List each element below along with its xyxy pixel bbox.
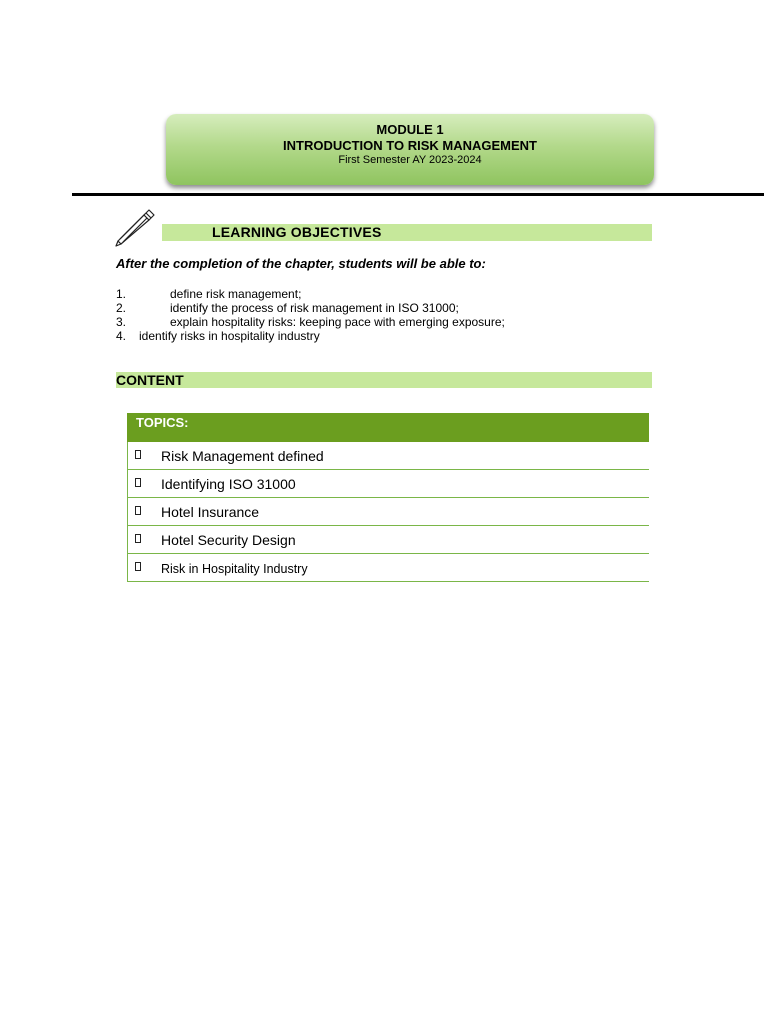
header-divider <box>72 193 764 196</box>
square-bullet-icon <box>135 534 141 543</box>
pencil-icon <box>114 205 158 247</box>
objective-text: identify risks in hospitality industry <box>139 329 320 343</box>
square-bullet-icon <box>135 562 141 571</box>
topic-label: Risk in Hospitality Industry <box>161 562 308 576</box>
semester-label: First Semester AY 2023-2024 <box>338 154 482 166</box>
topics-table <box>127 413 649 582</box>
topic-label: Hotel Insurance <box>161 504 260 520</box>
topic-label: Risk Management defined <box>161 448 324 464</box>
square-bullet-icon <box>135 450 141 459</box>
learning-objectives-bar <box>162 224 652 241</box>
objective-number: 4. <box>116 329 127 343</box>
topic-row <box>127 526 649 554</box>
topic-row <box>127 442 649 470</box>
module-number: MODULE 1 <box>376 122 444 137</box>
topic-row <box>127 498 649 526</box>
objectives-intro: After the completion of the chapter, students will be able to: <box>116 256 486 271</box>
square-bullet-icon <box>135 478 141 487</box>
objective-number: 1. <box>116 287 127 301</box>
learning-objectives-heading: LEARNING OBJECTIVES <box>212 224 382 240</box>
square-bullet-icon <box>135 506 141 515</box>
module-title: INTRODUCTION TO RISK MANAGEMENT <box>283 138 537 153</box>
topic-row <box>127 470 649 498</box>
content-bar <box>116 372 652 388</box>
topic-label: Identifying ISO 31000 <box>161 476 296 492</box>
objective-number: 2. <box>116 301 127 315</box>
module-header <box>166 114 654 185</box>
objective-text: identify the process of risk management in ISO 31000; <box>170 301 459 315</box>
topic-label: Hotel Security Design <box>161 532 296 548</box>
topics-header: TOPICS: <box>127 413 649 442</box>
objective-text: define risk management; <box>170 287 302 301</box>
topic-row <box>127 554 649 582</box>
objective-number: 3. <box>116 315 127 329</box>
content-heading: CONTENT <box>116 372 184 388</box>
objective-text: explain hospitality risks: keeping pace with emerging exposure; <box>170 315 505 329</box>
